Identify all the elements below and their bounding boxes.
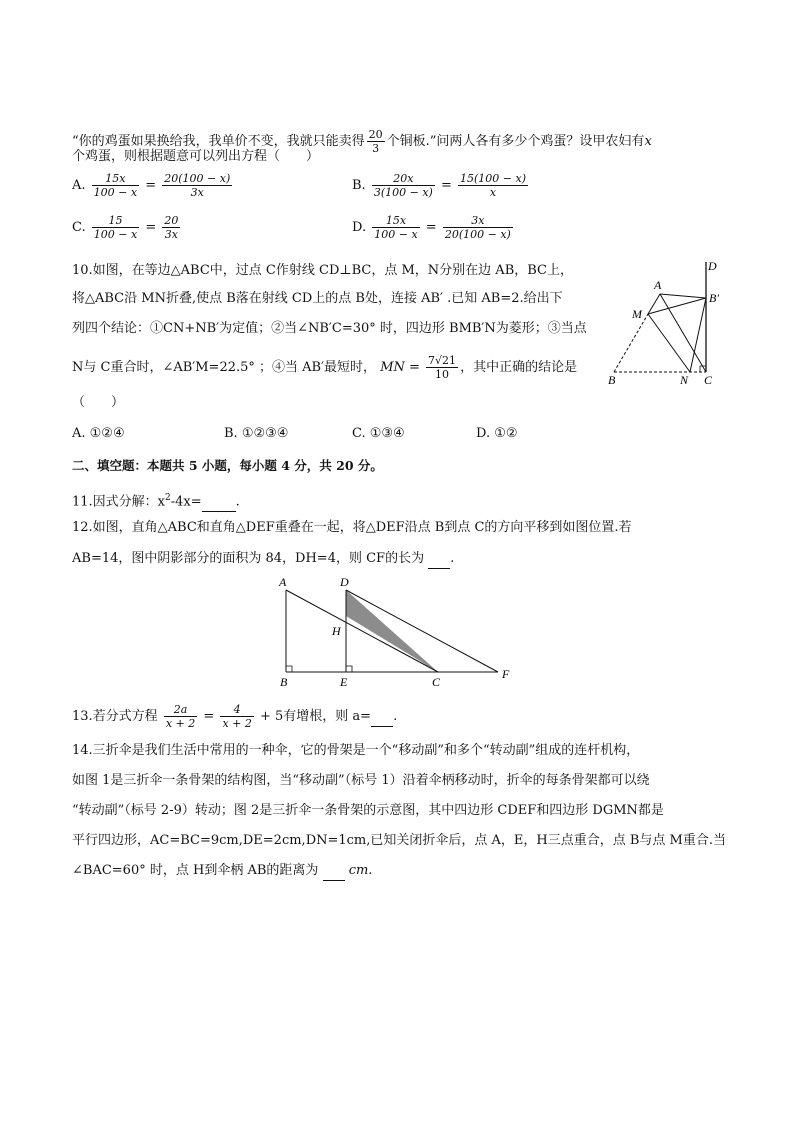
q9-option-a[interactable]: A. $\frac{15x}{100 - x}$ = $\frac{20(100 - x)}{3x}$ [72,172,231,199]
q9-line-1: “你的鸡蛋如果换给我，我单价不变，我就只能卖得 $\frac{20}{3}$ 个铜板.”问两人各有多少个鸡蛋？设甲农妇有x [72,128,652,155]
q11-line: 11.因式分解：$x^2-4x=$ . [72,489,240,512]
label-n: N [680,373,689,387]
label-c: C [704,373,713,387]
label-b: B [280,675,288,689]
q10-line-4: N与 C重合时，∠AB′M=22.5° ；④当 AB′最短时， MN = $\frac{7√21}{10}$ ，其中正确的结论是 [72,354,578,381]
label-m: M [632,307,642,321]
q10-option-d[interactable]: D. ①② [476,426,518,441]
label-b: B [608,373,616,387]
label-d: D [340,575,349,589]
q9-option-d[interactable]: D. $\frac{15x}{100 - x}$ = $\frac{3x}{20(100 - x)}$ [352,214,511,241]
label-c: C [432,675,441,689]
section-2-heading: 二、填空题：本题共 5 小题，每小题 4 分，共 20 分。 [72,458,383,473]
q11-answer-blank[interactable] [202,493,236,512]
q10-option-c[interactable]: C. ①③④ [352,426,405,441]
q12-answer-blank[interactable] [428,550,450,569]
q12-line-2: AB=14，图中阴影部分的面积为 84，DH=4，则 CF的长为 . [72,550,454,569]
q14-line-3: “转动副”（标号 2-9）转动；图 2是三折伞一条骨架的示意图，其中四边形 CDEF和四边形 DGMN都是 [72,803,664,818]
q14-line-1: 14.三折伞是我们生活中常用的一种伞，它的骨架是一个“移动副”和多个“转动副”组成的连杆机构， [72,743,640,758]
q9-line-2: 个鸡蛋，则根据题意可以列出方程（ ） [72,149,320,164]
q14-line-5: ∠BAC=60° 时，点 H到伞柄 AB的距离为 cm. [72,862,372,881]
fraction-20-3: $\frac{20}{3}$ [368,128,383,155]
q13-answer-blank[interactable] [371,708,393,727]
q14-line-2: 如图 1是三折伞一条骨架的结构图，当“移动副”（标号 1）沿着伞柄移动时，折伞的每条骨架都可以绕 [72,773,650,788]
q10-option-a[interactable]: A. ①②④ [72,426,125,441]
label-h: H [332,624,341,638]
q12-line-1: 12.如图，直角△ABC和直角△DEF重叠在一起，将△DEF沿点 B到点 C的方向平移到如图位置.若 [72,520,632,535]
label-a: A [654,278,662,292]
label-f: F [502,667,510,681]
q9-option-c[interactable]: C. $\frac{15}{100 - x}$ = $\frac{20}{3x}$ [72,214,179,241]
q10-line-5: （ ） [72,395,125,410]
q14-line-4: 平行四边形，AC=BC=9cm,DE=2cm,DN=1cm,已知关闭折伞后，点 A，E，H三点重合，点 B与点 M重合.当 [72,833,726,848]
q14-answer-blank[interactable] [323,862,345,881]
q10-option-b[interactable]: B. ①②③④ [224,426,289,441]
q12-figure [272,572,522,692]
q10-line-1: 10.如图，在等边△ABC中，过点 C作射线 CD⊥BC，点 M，N分别在边 AB，BC上， [72,263,573,278]
q9-option-b[interactable]: B. $\frac{20x}{3(100 - x)}$ = $\frac{15(100 - x)}{x}$ [352,172,526,199]
q10-line-2: 将△ABC沿 MN折叠,使点 B落在射线 CD上的点 B处，连接 AB′ .已知 AB=2.给出下 [72,291,563,306]
q10-line-3: 列四个结论：①CN+NB′为定值；②当∠NB′C=30° 时，四边形 BMB′N为菱形；③当点 [72,321,587,336]
q13-line: 13.若分式方程 $\frac{2a}{x + 2}$ = $\frac{4}{x + 2}$ + 5有增根，则 a= . [72,703,398,730]
label-b-prime: B′ [709,291,719,305]
label-e: E [340,675,348,689]
label-d: D [708,259,717,273]
label-a: A [279,575,287,589]
q10-figure [600,256,730,388]
